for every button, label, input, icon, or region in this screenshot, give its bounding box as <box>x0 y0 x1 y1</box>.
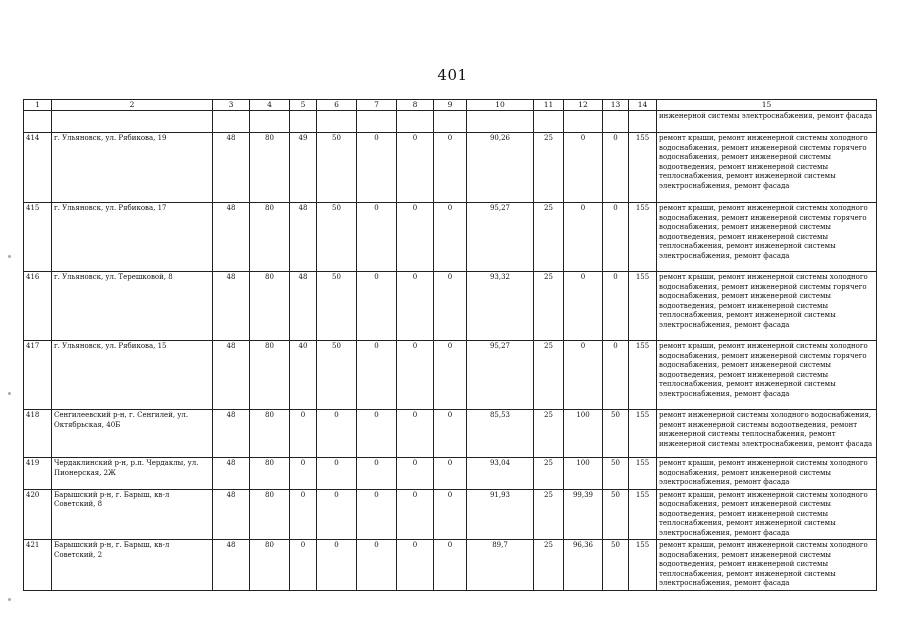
value-cell-c7: 0 <box>357 410 397 458</box>
value-cell-c11: 25 <box>534 540 564 591</box>
header-cell: 12 <box>564 100 603 111</box>
address-cell: Чердаклинский р-н, р.п. Чердаклы, ул. Пионерская, 2Ж <box>52 458 213 490</box>
address-cell: Сенгилеевский р-н, г. Сенгилей, ул. Октябрьская, 40Б <box>52 410 213 458</box>
value-cell-c8: 0 <box>397 133 434 203</box>
data-table <box>23 99 877 591</box>
value-cell-c7: 0 <box>357 458 397 490</box>
value-cell-c10: 95,27 <box>467 341 534 410</box>
value-cell-c6: 50 <box>317 133 357 203</box>
value-cell-c12: 100 <box>564 458 603 490</box>
row-number: 419 <box>24 458 52 490</box>
value-cell-c5: 49 <box>290 133 317 203</box>
scan-dot <box>8 392 11 395</box>
table-row <box>24 458 877 490</box>
value-cell-c6: 0 <box>317 489 357 540</box>
row-number: 416 <box>24 272 52 341</box>
value-cell-c3: 48 <box>213 410 250 458</box>
value-cell-c8: 0 <box>397 410 434 458</box>
works-cell: ремонт крыши, ремонт инженерной системы холодного водоснабжения, ремонт инженерной системы горячего водоснабжения, ремонт инженерной системы водоотведения, ремонт инженерной системы теплоснабжения, ремонт инженерной системы электроснабжения, ремонт фасада <box>657 272 877 341</box>
value-cell-c10: 90,26 <box>467 133 534 203</box>
header-cell: 6 <box>317 100 357 111</box>
row-number: 420 <box>24 489 52 540</box>
cell-empty <box>534 111 564 133</box>
value-cell-c4: 80 <box>250 410 290 458</box>
value-cell-c6: 50 <box>317 203 357 272</box>
header-cell: 11 <box>534 100 564 111</box>
table-row <box>24 540 877 591</box>
value-cell-c10: 91,93 <box>467 489 534 540</box>
continuation-works: инженерной системы электроснабжения, ремонт фасада <box>657 111 877 133</box>
value-cell-c4: 80 <box>250 203 290 272</box>
value-cell-c4: 80 <box>250 540 290 591</box>
value-cell-c14: 155 <box>629 272 657 341</box>
row-number: 415 <box>24 203 52 272</box>
value-cell-c11: 25 <box>534 203 564 272</box>
value-cell-c13: 50 <box>603 489 629 540</box>
value-cell-c14: 155 <box>629 133 657 203</box>
value-cell-c11: 25 <box>534 489 564 540</box>
value-cell-c7: 0 <box>357 489 397 540</box>
value-cell-c5: 48 <box>290 203 317 272</box>
value-cell-c3: 48 <box>213 540 250 591</box>
value-cell-c9: 0 <box>434 540 467 591</box>
value-cell-c10: 95,27 <box>467 203 534 272</box>
value-cell-c12: 0 <box>564 341 603 410</box>
value-cell-c3: 48 <box>213 489 250 540</box>
value-cell-c9: 0 <box>434 410 467 458</box>
scan-dot <box>8 255 11 258</box>
value-cell-c8: 0 <box>397 458 434 490</box>
value-cell-c12: 0 <box>564 272 603 341</box>
value-cell-c9: 0 <box>434 133 467 203</box>
value-cell-c12: 0 <box>564 133 603 203</box>
row-number: 414 <box>24 133 52 203</box>
value-cell-c7: 0 <box>357 540 397 591</box>
value-cell-c3: 48 <box>213 341 250 410</box>
value-cell-c5: 40 <box>290 341 317 410</box>
value-cell-c12: 96,36 <box>564 540 603 591</box>
header-cell: 4 <box>250 100 290 111</box>
header-cell: 3 <box>213 100 250 111</box>
value-cell-c14: 155 <box>629 458 657 490</box>
value-cell-c4: 80 <box>250 341 290 410</box>
address-cell: Барышский р-н, г. Барыш, кв-л Советский, 2 <box>52 540 213 591</box>
value-cell-c14: 155 <box>629 203 657 272</box>
header-cell: 8 <box>397 100 434 111</box>
cell-empty <box>434 111 467 133</box>
cell-empty <box>629 111 657 133</box>
cell-empty <box>467 111 534 133</box>
header-cell: 2 <box>52 100 213 111</box>
header-cell: 10 <box>467 100 534 111</box>
value-cell-c8: 0 <box>397 341 434 410</box>
value-cell-c9: 0 <box>434 458 467 490</box>
value-cell-c8: 0 <box>397 272 434 341</box>
value-cell-c13: 50 <box>603 458 629 490</box>
value-cell-c13: 0 <box>603 341 629 410</box>
value-cell-c12: 99,39 <box>564 489 603 540</box>
header-cell: 1 <box>24 100 52 111</box>
value-cell-c6: 50 <box>317 272 357 341</box>
value-cell-c7: 0 <box>357 133 397 203</box>
value-cell-c4: 80 <box>250 458 290 490</box>
works-cell: ремонт крыши, ремонт инженерной системы холодного водоснабжения, ремонт инженерной системы горячего водоснабжения, ремонт инженерной системы водоотведения, ремонт инженерной системы теплоснабжения, ремонт инженерной системы электроснабжения, ремонт фасада <box>657 133 877 203</box>
value-cell-c6: 50 <box>317 341 357 410</box>
value-cell-c4: 80 <box>250 272 290 341</box>
value-cell-c13: 0 <box>603 272 629 341</box>
works-cell: ремонт крыши, ремонт инженерной системы холодного водоснабжения, ремонт инженерной системы водоотведения, ремонт инженерной системы теплоснабжения, ремонт инженерной системы электроснабжения, ремонт фасада <box>657 489 877 540</box>
works-cell: ремонт крыши, ремонт инженерной системы холодного водоснабжения, ремонт инженерной системы горячего водоснабжения, ремонт инженерной системы водоотведения, ремонт инженерной системы теплоснабжения, ремонт инженерной системы электроснабжения, ремонт фасада <box>657 203 877 272</box>
value-cell-c3: 48 <box>213 203 250 272</box>
address-cell: Барышский р-н, г. Барыш, кв-л Советский, 8 <box>52 489 213 540</box>
row-number: 421 <box>24 540 52 591</box>
value-cell-c8: 0 <box>397 203 434 272</box>
continuation-row <box>24 111 877 133</box>
header-row <box>24 100 877 111</box>
value-cell-c9: 0 <box>434 272 467 341</box>
value-cell-c13: 50 <box>603 540 629 591</box>
header-cell: 13 <box>603 100 629 111</box>
cell-empty <box>213 111 250 133</box>
value-cell-c12: 0 <box>564 203 603 272</box>
value-cell-c3: 48 <box>213 458 250 490</box>
header-cell: 5 <box>290 100 317 111</box>
table-row <box>24 341 877 410</box>
scan-dot <box>8 598 11 601</box>
value-cell-c5: 0 <box>290 489 317 540</box>
value-cell-c5: 0 <box>290 540 317 591</box>
value-cell-c6: 0 <box>317 410 357 458</box>
works-cell: ремонт крыши, ремонт инженерной системы холодного водоснабжения, ремонт инженерной системы горячего водоснабжения, ремонт инженерной системы водоотведения, ремонт инженерной системы теплоснабжения, ремонт инженерной системы электроснабжения, ремонт фасада <box>657 341 877 410</box>
value-cell-c7: 0 <box>357 272 397 341</box>
cell-empty <box>52 111 213 133</box>
value-cell-c14: 155 <box>629 410 657 458</box>
value-cell-c10: 85,53 <box>467 410 534 458</box>
value-cell-c5: 0 <box>290 458 317 490</box>
value-cell-c9: 0 <box>434 489 467 540</box>
header-cell: 7 <box>357 100 397 111</box>
works-cell: ремонт крыши, ремонт инженерной системы холодного водоснабжения, ремонт инженерной системы водоотведения, ремонт инженерной системы теплоснабжения, ремонт инженерной системы электроснабжения, ремонт фасада <box>657 540 877 591</box>
works-cell: ремонт инженерной системы холодного водоснабжения, ремонт инженерной системы водоотведения, ремонт инженерной системы теплоснабжения, ремонт инженерной системы электроснабжения, ремонт фасада <box>657 410 877 458</box>
page-number: 401 <box>437 66 468 84</box>
cell-empty <box>250 111 290 133</box>
table-row <box>24 203 877 272</box>
value-cell-c10: 93,32 <box>467 272 534 341</box>
cell-empty <box>317 111 357 133</box>
value-cell-c11: 25 <box>534 341 564 410</box>
cell-empty <box>290 111 317 133</box>
value-cell-c11: 25 <box>534 410 564 458</box>
value-cell-c6: 0 <box>317 458 357 490</box>
value-cell-c7: 0 <box>357 341 397 410</box>
address-cell: г. Ульяновск, ул. Рябикова, 17 <box>52 203 213 272</box>
value-cell-c14: 155 <box>629 540 657 591</box>
value-cell-c13: 50 <box>603 410 629 458</box>
table-row <box>24 410 877 458</box>
works-cell: ремонт крыши, ремонт инженерной системы холодного водоснабжения, ремонт инженерной системы электроснабжения, ремонт фасада <box>657 458 877 490</box>
value-cell-c11: 25 <box>534 133 564 203</box>
value-cell-c6: 0 <box>317 540 357 591</box>
value-cell-c13: 0 <box>603 133 629 203</box>
value-cell-c10: 93,04 <box>467 458 534 490</box>
table-row <box>24 489 877 540</box>
row-number: 417 <box>24 341 52 410</box>
header-cell: 14 <box>629 100 657 111</box>
value-cell-c3: 48 <box>213 272 250 341</box>
value-cell-c11: 25 <box>534 458 564 490</box>
value-cell-c13: 0 <box>603 203 629 272</box>
value-cell-c8: 0 <box>397 540 434 591</box>
row-number: 418 <box>24 410 52 458</box>
value-cell-c9: 0 <box>434 341 467 410</box>
value-cell-c8: 0 <box>397 489 434 540</box>
cell-empty <box>357 111 397 133</box>
address-cell: г. Ульяновск, ул. Рябикова, 19 <box>52 133 213 203</box>
value-cell-c5: 0 <box>290 410 317 458</box>
value-cell-c7: 0 <box>357 203 397 272</box>
address-cell: г. Ульяновск, ул. Рябикова, 15 <box>52 341 213 410</box>
value-cell-c4: 80 <box>250 133 290 203</box>
header-cell: 15 <box>657 100 877 111</box>
cell-empty <box>24 111 52 133</box>
value-cell-c14: 155 <box>629 341 657 410</box>
header-cell: 9 <box>434 100 467 111</box>
value-cell-c14: 155 <box>629 489 657 540</box>
value-cell-c5: 48 <box>290 272 317 341</box>
cell-empty <box>603 111 629 133</box>
value-cell-c4: 80 <box>250 489 290 540</box>
value-cell-c11: 25 <box>534 272 564 341</box>
cell-empty <box>564 111 603 133</box>
address-cell: г. Ульяновск, ул. Терешковой, 8 <box>52 272 213 341</box>
value-cell-c10: 89,7 <box>467 540 534 591</box>
table-row <box>24 133 877 203</box>
cell-empty <box>397 111 434 133</box>
table-row <box>24 272 877 341</box>
value-cell-c12: 100 <box>564 410 603 458</box>
value-cell-c9: 0 <box>434 203 467 272</box>
value-cell-c3: 48 <box>213 133 250 203</box>
